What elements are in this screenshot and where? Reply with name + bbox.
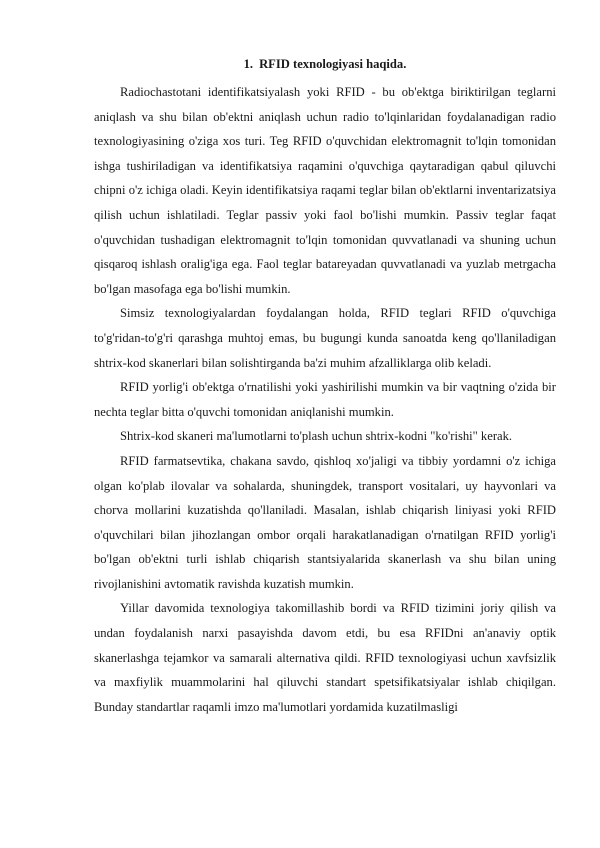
document-body (94, 52, 556, 719)
paragraph-wireless-advantages: Simsiz texnologiyalardan foydalangan holda, RFID teglari RFID o'quvchiga to'g'ridan-to'g'ri qarashga muhtoj emas, bu bugungi kunda sanoatda keng qo'llaniladigan shtrix-kod skanerlari bilan solishtirganda ba'zi muhim afzalliklarga olib keladi. (94, 306, 556, 370)
section-heading (94, 52, 556, 76)
section-title: RFID texnologiyasi haqida. (259, 57, 407, 71)
paragraph-rfid-definition: Radiochastotani identifikatsiyalash yoki RFID - bu ob'ektga biriktirilgan teglarni aniqlash va shu bilan ob'ektni aniqlash uchun radio to'lqinlaridan foydalanadigan radio texnologiyasining o'ziga xos turi. Teg RFID o'quvchidan elektromagnit to'lqin tomonidan ishga tushiriladigan va identifikatsiya raqamini o'quvchiga qaytaradigan qabul qiluvchi chipni o'z ichiga oladi. Keyin identifikatsiya raqami teglar bilan ob'ektlarni inventarizatsiya qilish uchun ishlatiladi. Teglar passiv yoki faol bo'lishi mumkin. Passiv teglar faqat o'quvchidan tushadigan elektromagnit to'lqin tomonidan quvvatlanadi va shuning uchun qisqaroq ishlash oralig'iga ega. Faol teglar batareyadan quvvatlanadi va yuzlab metrgacha bo'lgan masofaga ega bo'lishi mumkin. (94, 85, 556, 296)
paragraph-rfid-evolution: Yillar davomida texnologiya takomillashib bordi va RFID tizimini joriy qilish va undan foydalanish narxi pasayishda davom etdi, bu esa RFIDni an'anaviy optik skanerlashga tejamkor va samarali alternativa qildi. RFID texnologiyasi uchun xavfsizlik va maxfiylik muammolarini hal qiluvchi standart spetsifikatsiyalar ishlab chiqilgan. Bunday standartlar raqamli imzo ma'lumotlari yordamida kuzatilmasligi (94, 601, 556, 714)
paragraph-barcode-scanner: Shtrix-kod skaneri ma'lumotlarni to'plash uchun shtrix-kodni "ko'rishi" kerak. (120, 429, 513, 444)
section-number: 1. (243, 57, 254, 71)
paragraph-rfid-applications: RFID farmatsevtika, chakana savdo, qishloq xo'jaligi va tibbiy yordamni o'z ichiga olgan ko'plab ilovalar va sohalarda, shuningdek, transport vositalari, uy hayvonlari va chorva mollarini kuzatishda qo'llaniladi. Masalan, ishlab chiqarish liniyasi yoki RFID o'quvchilari bilan jihozlangan ombor orqali harakatlanadigan o'rnatilgan RFID yorlig'i bo'lgan ob'ektni turli ishlab chiqarish stantsiyalarida skanerlash va shu bilan uning rivojlanishini avtomatik ravishda kuzatish mumkin. (94, 453, 556, 591)
paragraph-tag-embedding: RFID yorlig'i ob'ektga o'rnatilishi yoki yashirilishi mumkin va bir vaqtning o'zida bir nechta teglar bitta o'quvchi tomonidan aniqlanishi mumkin. (94, 380, 556, 419)
